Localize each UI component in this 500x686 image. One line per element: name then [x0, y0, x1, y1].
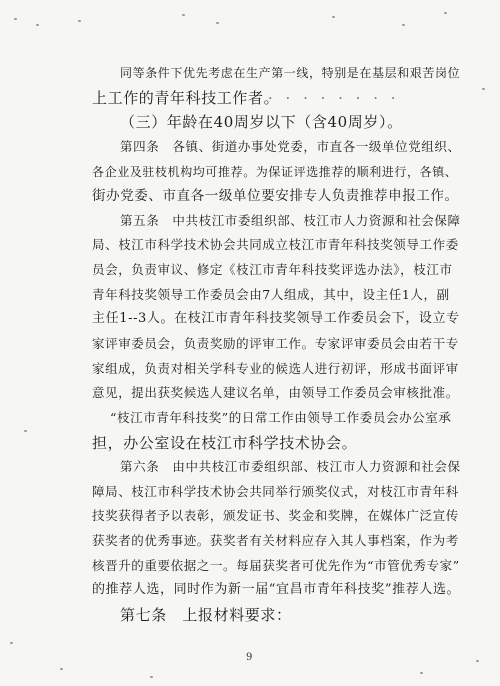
body-text-line: 街办党委、市直各一级单位要安排专人负责推荐申报工作。: [92, 188, 459, 204]
scan-speck: [36, 24, 39, 26]
scan-speck: [476, 660, 479, 662]
body-text-line: “枝江市青年科技奖”的日常工作由领导工作委员会办公室承: [110, 410, 452, 425]
scan-speck: [332, 16, 335, 18]
body-text-line: 员会，负责审议、修定《枝江市青年科技奖评选办法》，枝江市: [92, 262, 453, 277]
body-text-line: 担，办公室设在枝江市科学技术协会。: [92, 434, 358, 452]
scan-speck: [10, 642, 13, 644]
section-article-6: 第六条 由中共枝江市委组织部、枝江市人力资源和社会保: [120, 459, 461, 474]
body-text-line: 上工作的青年科技工作者。: [92, 89, 280, 107]
scan-speck: [78, 20, 81, 22]
scan-speck: [482, 88, 485, 90]
body-text-line: 同等条件下优先考虑在生产第一线，特别是在基层和艰苦岗位: [120, 66, 461, 80]
body-text-line: 技奖获得者予以表彰，颁发证书、奖金和奖牌，在媒体广泛宣传: [92, 508, 459, 523]
section-article-5: 第五条 中共枝江市委组织部、枝江市人力资源和社会保障: [120, 213, 461, 228]
page-number: 9: [246, 652, 253, 663]
section-article-4: 第四条 各镇、街道办事处党委，市直各一级单位党组织、: [120, 139, 461, 154]
scan-speck: [402, 24, 405, 26]
body-text-line: 局、枝江市科学技术协会共同成立枝江市青年科技奖领导工作委: [92, 237, 459, 252]
body-text-line: 获奖者的优秀事迹。获奖者有关材料应存入其人事档案，作为考: [92, 533, 459, 548]
body-text-line: 的推荐人选，同时作为新一届“宜昌市青年科技奖”推荐人选。: [92, 582, 461, 597]
body-text-line: 主任1--3人。在枝江市青年科技奖领导工作委员会下，设立专: [92, 311, 460, 326]
scan-speck: [216, 22, 219, 24]
body-text-line: 家评审委员会，负责奖励的评审工作。专家评审委员会由若干专: [92, 336, 459, 351]
section-article-7: 第七条 上报材料要求：: [120, 606, 292, 624]
scan-speck: [182, 14, 185, 16]
body-text-line: 核晋升的重要依据之一。每届获奖者可优先作为“市管优秀专家”: [92, 558, 460, 573]
scan-speck: [444, 12, 447, 14]
body-text-line: 家组成，负责对相关学科专业的候选人进行初评，形成书面评审: [92, 361, 459, 376]
faint-bleedthrough: · · · · · · · ·: [268, 89, 400, 107]
body-text-line: 青年科技奖领导工作委员会由7人组成，其中，设主任1人，副: [92, 287, 450, 302]
body-text-line: 意见，提出获奖候选人建议名单，由领导工作委员会审核批准。: [92, 385, 459, 400]
scan-speck: [14, 18, 17, 20]
scan-speck: [60, 668, 63, 670]
body-text-line: 障局、枝江市科学技术协会共同举行颁奖仪式，对枝江市青年科: [92, 484, 459, 499]
scan-speck: [420, 672, 423, 674]
body-text-line: 各企业及驻枝机构均可推荐。为保证评选推荐的顺利进行，各镇、: [92, 165, 458, 179]
body-text-line: （三）年龄在40周岁以下（含40周岁）。: [120, 113, 403, 131]
scan-speck: [150, 676, 153, 678]
scan-speck: [24, 430, 27, 432]
